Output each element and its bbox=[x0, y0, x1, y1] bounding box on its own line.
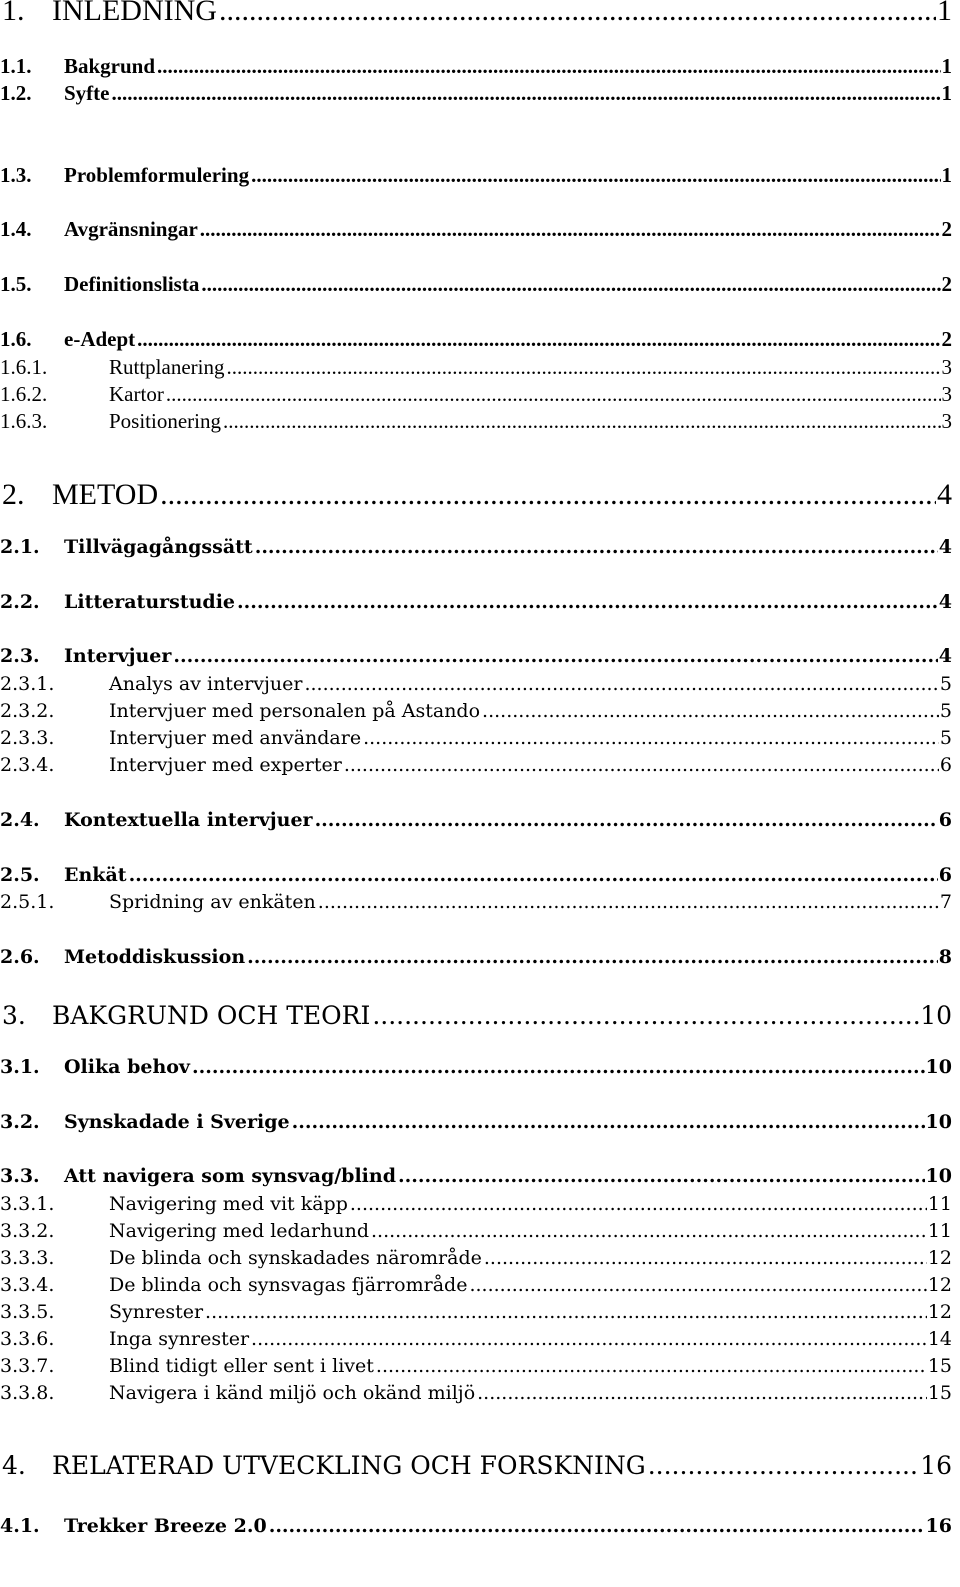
toc-entry-title: Ruttplanering bbox=[109, 355, 225, 379]
toc-dot-leader bbox=[398, 1165, 925, 1187]
toc-entry-subsection[interactable] bbox=[0, 409, 952, 443]
toc-entry-number: 3. bbox=[2, 1001, 26, 1030]
toc-entry-page: 3 bbox=[941, 355, 952, 379]
toc-entry-number: 3.3.8. bbox=[0, 1382, 55, 1404]
toc-entry-page: 4 bbox=[938, 536, 952, 558]
toc-dot-leader bbox=[160, 478, 936, 512]
toc-dot-leader bbox=[166, 382, 941, 407]
toc-entry-title: Kontextuella intervjuer bbox=[64, 809, 313, 831]
toc-entry-number: 3.3.6. bbox=[0, 1328, 55, 1350]
toc-entry-page: 16 bbox=[920, 1451, 952, 1480]
toc-entry-title: Synskadade i Sverige bbox=[64, 1111, 290, 1133]
toc-entry-title: Olika behov bbox=[64, 1056, 190, 1078]
toc-dot-leader bbox=[484, 1247, 927, 1269]
toc-entry-title: Att navigera som synsvag/blind bbox=[64, 1165, 396, 1187]
toc-entry-title: De blinda och synsvagas fjärrområde bbox=[109, 1274, 468, 1296]
toc-entry-page: 2 bbox=[941, 217, 952, 241]
toc-entry-title: RELATERAD UTVECKLING OCH FORSKNING bbox=[52, 1451, 646, 1480]
toc-dot-leader bbox=[251, 1328, 927, 1350]
toc-entry-page: 1 bbox=[941, 54, 952, 78]
toc-entry-page: 12 bbox=[927, 1301, 952, 1323]
toc-entry-number: 4. bbox=[2, 1451, 26, 1480]
toc-entry-title: Positionering bbox=[109, 409, 222, 433]
toc-entry-title: BAKGRUND OCH TEORI bbox=[52, 1001, 371, 1030]
toc-entry-page: 6 bbox=[939, 754, 952, 776]
toc-dot-leader bbox=[350, 1193, 927, 1215]
toc-entry-page: 4 bbox=[938, 645, 952, 667]
toc-entry-chapter[interactable] bbox=[0, 1451, 952, 1485]
toc-entry-page: 1 bbox=[941, 163, 952, 187]
toc-entry-page: 16 bbox=[925, 1515, 952, 1537]
toc-entry-number: 2.3.1. bbox=[0, 673, 55, 695]
toc-entry-title: Navigering med vit käpp bbox=[109, 1193, 348, 1215]
toc-entry-number: 1.3. bbox=[0, 163, 32, 187]
toc-entry-section[interactable] bbox=[0, 272, 952, 306]
toc-entry-page: 12 bbox=[927, 1274, 952, 1296]
toc-entry-number: 1.1. bbox=[0, 54, 32, 78]
toc-entry-page: 10 bbox=[925, 1165, 952, 1187]
toc-entry-page: 3 bbox=[941, 409, 952, 433]
toc-entry-page: 15 bbox=[927, 1382, 952, 1404]
toc-dot-leader bbox=[318, 891, 939, 913]
toc-entry-section[interactable] bbox=[0, 1111, 952, 1145]
toc-entry-page: 2 bbox=[941, 327, 952, 351]
toc-dot-leader bbox=[200, 217, 941, 242]
toc-entry-number: 2.5.1. bbox=[0, 891, 55, 913]
toc-entry-number: 3.3. bbox=[0, 1165, 40, 1187]
toc-dot-leader bbox=[292, 1111, 925, 1133]
toc-entry-title: Trekker Breeze 2.0 bbox=[64, 1515, 267, 1537]
toc-entry-number: 1.6.3. bbox=[0, 409, 48, 433]
toc-entry-page: 10 bbox=[920, 1001, 952, 1030]
toc-entry-number: 3.3.3. bbox=[0, 1247, 55, 1269]
toc-entry-number: 2.3. bbox=[0, 645, 40, 667]
toc-entry-section[interactable] bbox=[0, 536, 952, 570]
toc-dot-leader bbox=[482, 700, 939, 722]
toc-entry-number: 2.5. bbox=[0, 864, 40, 886]
toc-entry-number: 1.6.1. bbox=[0, 355, 48, 379]
toc-entry-title: Inga synrester bbox=[109, 1328, 250, 1350]
toc-entry-title: METOD bbox=[52, 478, 159, 511]
toc-dot-leader bbox=[157, 54, 940, 79]
toc-entry-number: 2. bbox=[2, 478, 25, 511]
toc-entry-number: 1.2. bbox=[0, 81, 32, 105]
toc-entry-section[interactable] bbox=[0, 591, 952, 625]
toc-dot-leader bbox=[255, 536, 938, 558]
toc-entry-title: Analys av intervjuer bbox=[109, 673, 303, 695]
toc-entry-page: 6 bbox=[938, 864, 952, 886]
toc-dot-leader bbox=[112, 81, 941, 106]
toc-entry-title: Problemformulering bbox=[64, 163, 250, 187]
toc-entry-number: 3.1. bbox=[0, 1056, 40, 1078]
toc-entry-page: 10 bbox=[925, 1111, 952, 1133]
toc-entry-number: 1.6.2. bbox=[0, 382, 48, 406]
toc-entry-title: e-Adept bbox=[64, 327, 136, 351]
toc-dot-leader bbox=[269, 1515, 925, 1537]
toc-entry-number: 3.2. bbox=[0, 1111, 40, 1133]
toc-dot-leader bbox=[376, 1355, 927, 1377]
toc-entry-title: Kartor bbox=[109, 382, 164, 406]
toc-entry-title: Spridning av enkäten bbox=[109, 891, 316, 913]
toc-entry-number: 1. bbox=[2, 0, 25, 27]
toc-dot-leader bbox=[372, 1001, 919, 1030]
toc-entry-title: Bakgrund bbox=[64, 54, 156, 78]
toc-entry-number: 2.4. bbox=[0, 809, 40, 831]
toc-entry-number: 3.3.2. bbox=[0, 1220, 55, 1242]
toc-dot-leader bbox=[304, 673, 938, 695]
toc-entry-title: Definitionslista bbox=[64, 272, 200, 296]
toc-entry-number: 3.3.7. bbox=[0, 1355, 55, 1377]
toc-entry-page: 11 bbox=[927, 1220, 952, 1242]
toc-entry-chapter[interactable] bbox=[0, 0, 952, 28]
toc-dot-leader bbox=[363, 727, 939, 749]
toc-entry-page: 15 bbox=[927, 1355, 952, 1377]
toc-entry-page: 10 bbox=[925, 1056, 952, 1078]
toc-entry-title: Syfte bbox=[64, 81, 110, 105]
toc-dot-leader bbox=[251, 163, 940, 188]
toc-entry-page: 2 bbox=[941, 272, 952, 296]
toc-entry-title: Navigera i känd miljö och okänd miljö bbox=[109, 1382, 476, 1404]
toc-dot-leader bbox=[226, 355, 940, 380]
toc-entry-page: 1 bbox=[941, 81, 952, 105]
toc-entry-page: 5 bbox=[939, 673, 952, 695]
toc-entry-page: 11 bbox=[927, 1193, 952, 1215]
toc-entry-number: 2.2. bbox=[0, 591, 40, 613]
toc-entry-title: Intervjuer bbox=[64, 645, 172, 667]
toc-entry-page: 1 bbox=[937, 0, 952, 27]
toc-entry-number: 3.3.5. bbox=[0, 1301, 55, 1323]
toc-entry-number: 2.3.4. bbox=[0, 754, 55, 776]
toc-entry-page: 4 bbox=[937, 478, 952, 511]
toc-entry-page: 4 bbox=[938, 591, 952, 613]
toc-dot-leader bbox=[173, 645, 937, 667]
toc-dot-leader bbox=[237, 591, 938, 613]
toc-dot-leader bbox=[205, 1301, 927, 1323]
toc-entry-number: 2.6. bbox=[0, 946, 40, 968]
toc-entry-title: INLEDNING bbox=[52, 0, 217, 27]
toc-entry-title: Intervjuer med experter bbox=[109, 754, 342, 776]
toc-entry-section[interactable] bbox=[0, 1515, 952, 1549]
toc-entry-title: Litteraturstudie bbox=[64, 591, 236, 613]
toc-entry-chapter[interactable] bbox=[0, 478, 952, 512]
toc-entry-number: 2.3.3. bbox=[0, 727, 55, 749]
toc-dot-leader bbox=[648, 1451, 919, 1480]
toc-entry-page: 7 bbox=[939, 891, 952, 913]
toc-entry-section[interactable] bbox=[0, 809, 952, 843]
toc-dot-leader bbox=[247, 946, 938, 968]
toc-dot-leader bbox=[137, 327, 940, 352]
toc-entry-title: Metoddiskussion bbox=[64, 946, 246, 968]
toc-entry-title: Tillvägagångssätt bbox=[64, 536, 253, 558]
toc-entry-page: 3 bbox=[941, 382, 952, 406]
toc-entry-title: Intervjuer med personalen på Astando bbox=[109, 700, 481, 722]
toc-entry-page: 5 bbox=[939, 727, 952, 749]
toc-entry-subsection[interactable] bbox=[0, 754, 952, 788]
toc-dot-leader bbox=[223, 409, 940, 434]
toc-dot-leader bbox=[219, 0, 936, 28]
toc-entry-title: Intervjuer med användare bbox=[109, 727, 362, 749]
toc-entry-number: 3.3.1. bbox=[0, 1193, 55, 1215]
toc-entry-page: 12 bbox=[927, 1247, 952, 1269]
toc-dot-leader bbox=[129, 864, 938, 886]
toc-entry-number: 1.5. bbox=[0, 272, 32, 296]
toc-dot-leader bbox=[344, 754, 939, 776]
toc-entry-number: 2.1. bbox=[0, 536, 40, 558]
toc-entry-page: 14 bbox=[927, 1328, 952, 1350]
toc-entry-number: 3.3.4. bbox=[0, 1274, 55, 1296]
toc-entry-title: Synrester bbox=[109, 1301, 204, 1323]
toc-entry-number: 4.1. bbox=[0, 1515, 40, 1537]
toc-entry-section[interactable] bbox=[0, 217, 952, 251]
toc-dot-leader bbox=[477, 1382, 927, 1404]
toc-entry-page: 6 bbox=[938, 809, 952, 831]
toc-dot-leader bbox=[315, 809, 938, 831]
toc-entry-section[interactable] bbox=[0, 946, 952, 980]
toc-dot-leader bbox=[469, 1274, 926, 1296]
toc-entry-page: 8 bbox=[938, 946, 952, 968]
toc-entry-number: 2.3.2. bbox=[0, 700, 55, 722]
toc-entry-title: Enkät bbox=[64, 864, 127, 886]
toc-dot-leader bbox=[201, 272, 940, 297]
toc-entry-section[interactable] bbox=[0, 163, 952, 197]
toc-entry-number: 1.4. bbox=[0, 217, 32, 241]
toc-entry-section[interactable] bbox=[0, 1056, 952, 1090]
toc-entry-title: Avgränsningar bbox=[64, 217, 198, 241]
toc-entry-section[interactable] bbox=[0, 81, 952, 115]
toc-entry-title: Blind tidigt eller sent i livet bbox=[109, 1355, 374, 1377]
toc-entry-chapter[interactable] bbox=[0, 1001, 952, 1035]
toc-entry-number: 1.6. bbox=[0, 327, 32, 351]
toc-entry-title: De blinda och synskadades närområde bbox=[109, 1247, 482, 1269]
toc-entry-subsection[interactable] bbox=[0, 891, 952, 925]
toc-entry-subsection[interactable] bbox=[0, 1382, 952, 1416]
toc-dot-leader bbox=[371, 1220, 927, 1242]
toc-entry-page: 5 bbox=[939, 700, 952, 722]
toc-dot-leader bbox=[192, 1056, 925, 1078]
toc-entry-title: Navigering med ledarhund bbox=[109, 1220, 369, 1242]
